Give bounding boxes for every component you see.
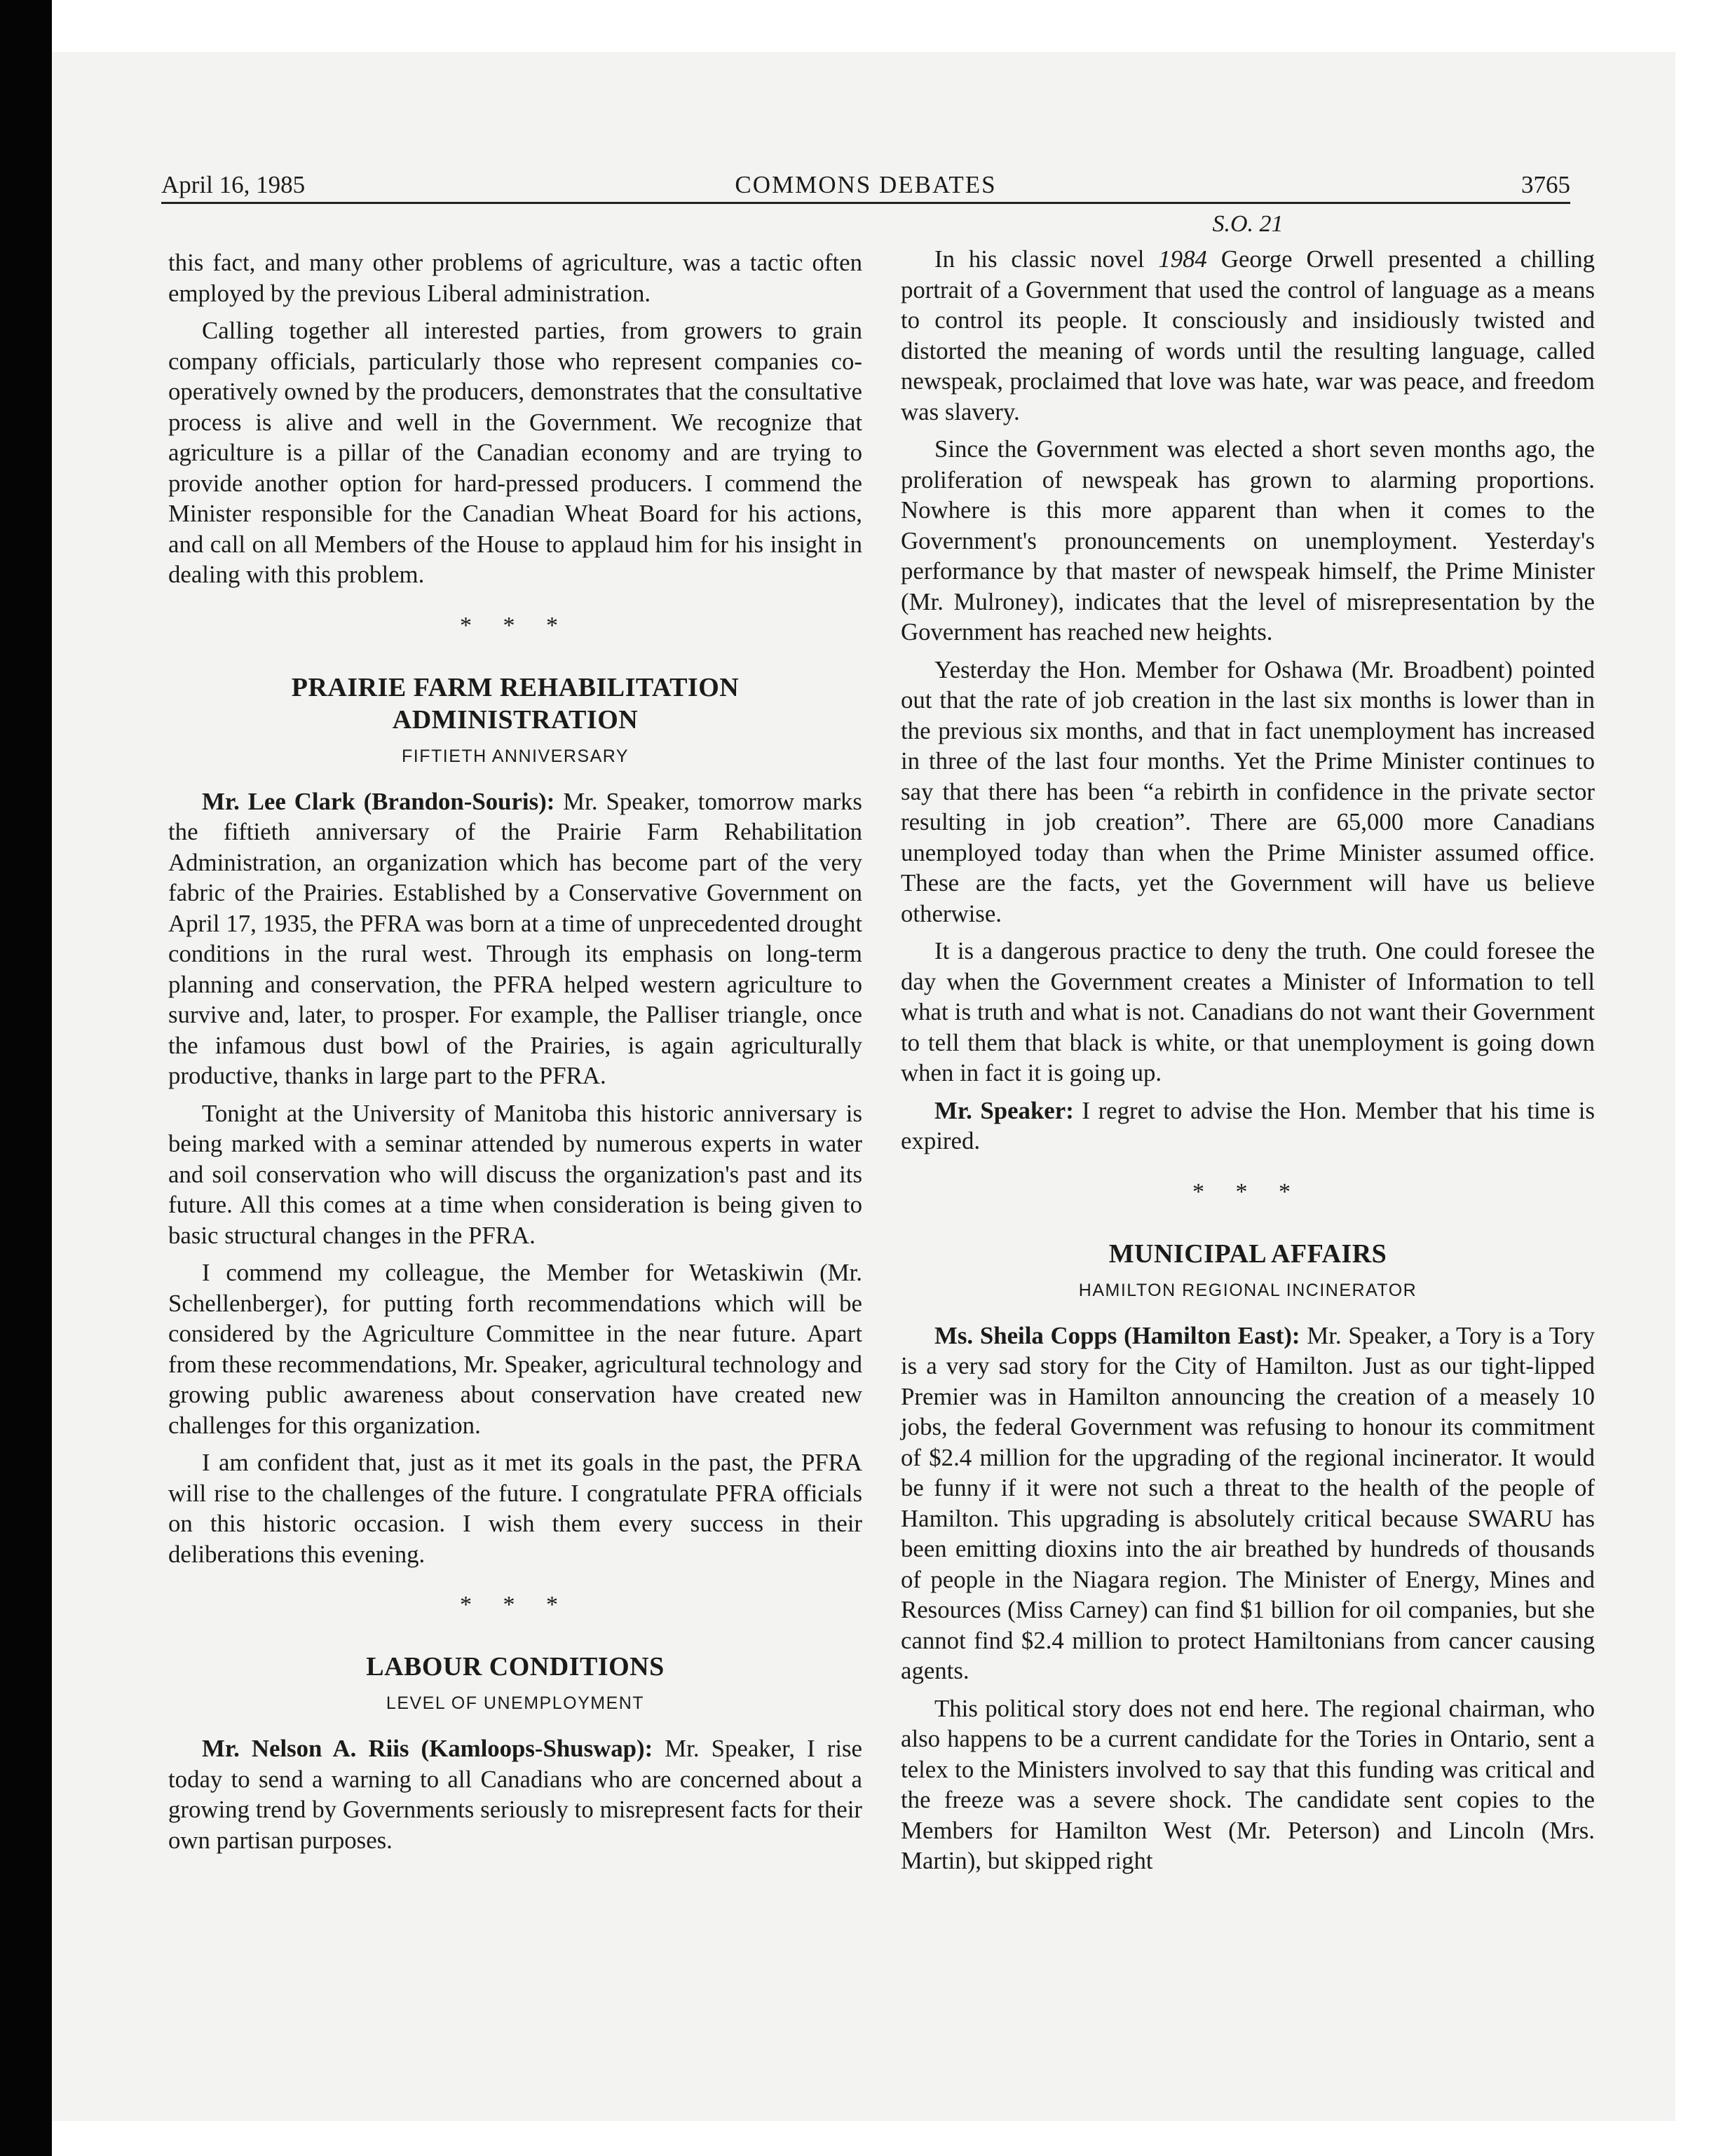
section-subheading: FIFTIETH ANNIVERSARY xyxy=(401,746,630,766)
speech-text: In his classic novel xyxy=(934,245,1159,273)
header-date: April 16, 1985 xyxy=(161,171,306,198)
paragraph xyxy=(901,1321,1595,1686)
section-heading: MUNICIPAL AFFAIRS xyxy=(1108,1239,1387,1269)
novel-title: 1984 xyxy=(1158,245,1207,273)
paragraph: It is a dangerous practice to deny the truth. One could foresee the day when the Government creates a Minister of Information to tell what is truth and what is not. Canadians do not want their Government to tell them that black is white, or that unemployment is going down when in fact it is going up. xyxy=(901,937,1595,1086)
section-subheading: LEVEL OF UNEMPLOYMENT xyxy=(386,1693,645,1713)
paragraph: I commend my colleague, the Member for Wetaskiwin (Mr. Schellenberger), for putting forth recommendations which will be considered by the Agriculture Committee in the near future. Apart from these recommendations, Mr. Speaker, agricultural technology and growing public awareness about conservation have created new challenges for this organization. xyxy=(168,1259,863,1439)
scan-border xyxy=(0,0,52,2156)
paragraph xyxy=(168,786,862,1091)
paragraph: Calling together all interested parties, from growers to grain company officials, particularly those who represent companies co-operatively owned by the producers, demonstrates that the consultative process is alive and well in the Government. We recognize that agriculture is a pillar of the Canadian economy and are trying to provide another option for hard-pressed producers. I commend the Minister responsible for the Canadian Wheat Board for his actions, and call on all Members of the House to applaud him for his insight in dealing with this problem. xyxy=(168,317,862,588)
speaker-name: Mr. Lee Clark (Brandon-Souris): xyxy=(202,787,555,815)
section-heading xyxy=(168,671,862,736)
standing-order-label: S.O. 21 xyxy=(1212,211,1284,237)
section-heading: LABOUR CONDITIONS xyxy=(366,1652,665,1681)
right-column xyxy=(901,210,1595,1883)
heading-line: PRAIRIE FARM REHABILITATION xyxy=(291,672,740,702)
speaker-name: Mr. Nelson A. Riis (Kamloops-Shuswap): xyxy=(202,1735,653,1762)
speaker-name: Ms. Sheila Copps (Hamilton East): xyxy=(934,1321,1300,1349)
header-page-number: 3765 xyxy=(1521,171,1570,198)
section-separator: * * * xyxy=(1192,1178,1303,1205)
speech-text: Mr. Speaker, a Tory is a Tory is a very sad story for the City of Hamilton. Just as our tight-lipped Premier was in Hamilton announcing the creation of a measely 10 jobs, the federal Government was refusing to honour its commitment of $2.4 million for the upgrading of the regional incinerator. It would be funny if it were not such a threat to the health of the people of Hamilton. This upgrading is absolutely critical because SWARU has been emitting dioxins into the air breathed by hundreds of thousands of people in the Niagara region. The Minister of Energy, Mines and Resources (Miss Carney) can find $1 billion for oil companies, but she cannot find $2.4 million to protect Hamiltonians from cancer causing agents. xyxy=(901,1321,1595,1684)
paragraph: this fact, and many other problems of agriculture, was a tactic often employed by the previous Liberal administration. xyxy=(168,249,862,307)
speech-text: George Orwell presented a chilling portrait of a Government that used the control of language as a means to control its people. It consciously and insidiously twisted and distorted the meaning of words until the resulting language, called newspeak, proclaimed that love was hate, war was peace, and freedom was slavery. xyxy=(901,245,1595,425)
speech-text: I regret to advise the Hon. Member that his time is expired. xyxy=(901,1096,1595,1154)
paragraph: I am confident that, just as it met its goals in the past, the PFRA will rise to the challenges of the future. I congratulate PFRA officials on this historic occasion. I wish them every success in their deliberations this evening. xyxy=(168,1449,862,1568)
speech-text: Mr. Speaker, I rise today to send a warning to all Canadians who are concerned about a growing trend by Governments seriously to misrepresent facts for their own partisan purposes. xyxy=(168,1735,862,1854)
speech-text: Mr. Speaker, tomorrow marks the fiftieth anniversary of the Prairie Farm Rehabilitation Administration, an organization which has become part of the very fabric of the Prairies. Established by a Conservative Government on April 17, 1935, the PFRA was born at a time of unprecedented drought conditions in the rural west. Through its emphasis on long-term planning and conservation, the PFRA helped western agriculture to survive and, later, to prosper. For example, the Palliser triangle, once the infamous dust bowl of the Prairies, is again agriculturally productive, thanks in large part to the PFRA. xyxy=(168,787,862,1089)
heading-line: ADMINISTRATION xyxy=(392,704,639,735)
section-separator: * * * xyxy=(460,612,571,639)
speaker-name: Mr. Speaker: xyxy=(934,1096,1074,1124)
section-separator: * * * xyxy=(460,1592,571,1618)
paragraph: Since the Government was elected a short seven months ago, the proliferation of newspeak has grown to alarming proportions. Nowhere is this more apparent than when it comes to the Government's pronouncements on unemployment. Yesterday's performance by that master of newspeak himself, the Prime Minister (Mr. Mulroney), indicates that the level of misrepresentation by the Government has reached new heights. xyxy=(901,435,1595,646)
paragraph: Tonight at the University of Manitoba this historic anniversary is being marked with a seminar attended by numerous experts in water and soil conservation who will discuss the organization's past and its future. All this comes at a time when consideration is being given to basic structural changes in the PFRA. xyxy=(168,1099,862,1249)
header-rule xyxy=(161,202,1570,204)
paragraph xyxy=(901,1096,1595,1157)
paragraph xyxy=(168,1733,862,1855)
paragraph: Yesterday the Hon. Member for Oshawa (Mr. Broadbent) pointed out that the rate of job creation in the last six months is lower than in the previous six months, and that in fact unemployment has increased in three of the last four months. Yet the Prime Minister continues to say that there has been “a rebirth in confidence in the private sector resulting in job creation”. There are 65,000 more Canadians unemployed today than when the Prime Minister assumed office. These are the facts, yet the Government will have us believe otherwise. xyxy=(901,655,1595,927)
paragraph xyxy=(901,244,1595,427)
running-header xyxy=(161,168,1570,202)
header-title: COMMONS DEBATES xyxy=(735,171,997,198)
left-column xyxy=(168,247,862,1862)
paragraph: This political story does not end here. The regional chairman, who also happens to be a current candidate for the Tories in Ontario, sent a telex to the Ministers involved to say that this funding was critical and the freeze was a severe shock. The candidate sent copies to the Members for Hamilton West (Mr. Peterson) and Lincoln (Mrs. Martin), but skipped right xyxy=(901,1694,1595,1874)
section-subheading: HAMILTON REGIONAL INCINERATOR xyxy=(1078,1280,1417,1300)
